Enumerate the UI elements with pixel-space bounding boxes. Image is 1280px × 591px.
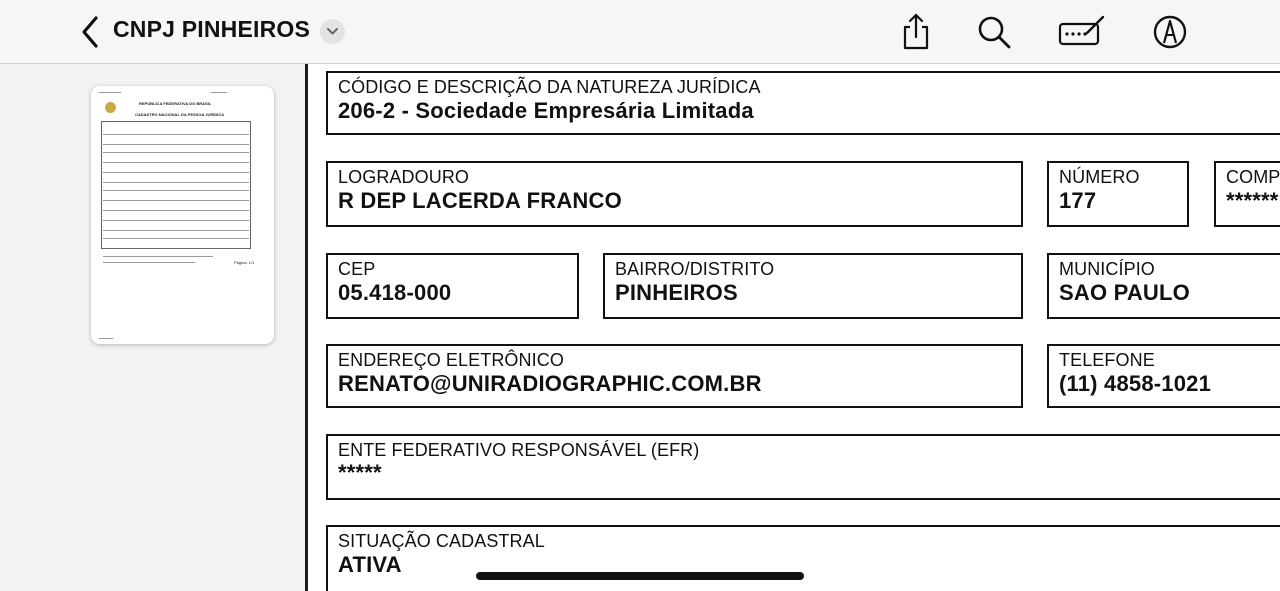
- field-value: PINHEIROS: [615, 280, 738, 305]
- document-title[interactable]: CNPJ PINHEIROS: [113, 16, 311, 42]
- field-label: CÓDIGO E DESCRIÇÃO DA NATUREZA JURÍDICA: [338, 77, 761, 97]
- situacao-cadastral-field: [326, 525, 1280, 591]
- field-value: (11) 4858-1021: [1059, 371, 1212, 396]
- thumb-header: REPÚBLICA FEDERATIVA DO BRASIL: [139, 101, 212, 106]
- keyboard-pen-icon[interactable]: [1057, 13, 1107, 51]
- field-label: MUNICÍPIO: [1059, 259, 1155, 279]
- back-chevron-icon[interactable]: [78, 14, 104, 50]
- field-value: SAO PAULO: [1059, 280, 1190, 305]
- field-value: *****: [338, 460, 382, 485]
- field-label: BAIRRO/DISTRITO: [615, 259, 775, 279]
- numero-field: [1047, 161, 1189, 227]
- field-label: COMP: [1226, 167, 1280, 187]
- field-label: ENDEREÇO ELETRÔNICO: [338, 350, 564, 370]
- field-value: R DEP LACERDA FRANCO: [338, 188, 622, 213]
- logradouro-field: [326, 161, 1023, 227]
- thumb-page-label: Página: 1/1: [234, 260, 255, 265]
- bairro-field: [603, 253, 1023, 319]
- home-indicator[interactable]: [476, 572, 804, 580]
- telefone-field: [1047, 344, 1280, 408]
- field-value: ATIVA: [338, 552, 402, 577]
- field-value: ******: [1226, 188, 1279, 213]
- top-toolbar: [0, 0, 1280, 64]
- field-label: TELEFONE: [1059, 350, 1155, 370]
- document-page: [308, 64, 1280, 591]
- thumb-subheader: CADASTRO NACIONAL DA PESSOA JURÍDICA: [135, 112, 225, 117]
- efr-field: [326, 434, 1280, 500]
- complemento-field: [1214, 161, 1280, 227]
- search-icon[interactable]: [976, 13, 1012, 51]
- field-value: RENATO@UNIRADIOGRAPHIC.COM.BR: [338, 371, 762, 396]
- page-thumbnail[interactable]: [91, 86, 274, 344]
- natureza-juridica-field: [326, 71, 1280, 135]
- title-chevron-down-icon[interactable]: [320, 19, 345, 44]
- brazil-emblem-icon: [105, 102, 116, 113]
- field-label: ENTE FEDERATIVO RESPONSÁVEL (EFR): [338, 440, 700, 460]
- field-label: SITUAÇÃO CADASTRAL: [338, 531, 545, 551]
- field-value: 177: [1059, 188, 1097, 213]
- share-icon[interactable]: [900, 13, 932, 51]
- field-value: 05.418-000: [338, 280, 452, 305]
- markup-pen-icon[interactable]: [1152, 13, 1188, 51]
- municipio-field: [1047, 253, 1280, 319]
- field-label: CEP: [338, 259, 376, 279]
- field-label: LOGRADOURO: [338, 167, 470, 187]
- field-value: 206-2 - Sociedade Empresária Limitada: [338, 98, 754, 123]
- field-label: NÚMERO: [1059, 167, 1140, 187]
- email-field: [326, 344, 1023, 408]
- cep-field: [326, 253, 579, 319]
